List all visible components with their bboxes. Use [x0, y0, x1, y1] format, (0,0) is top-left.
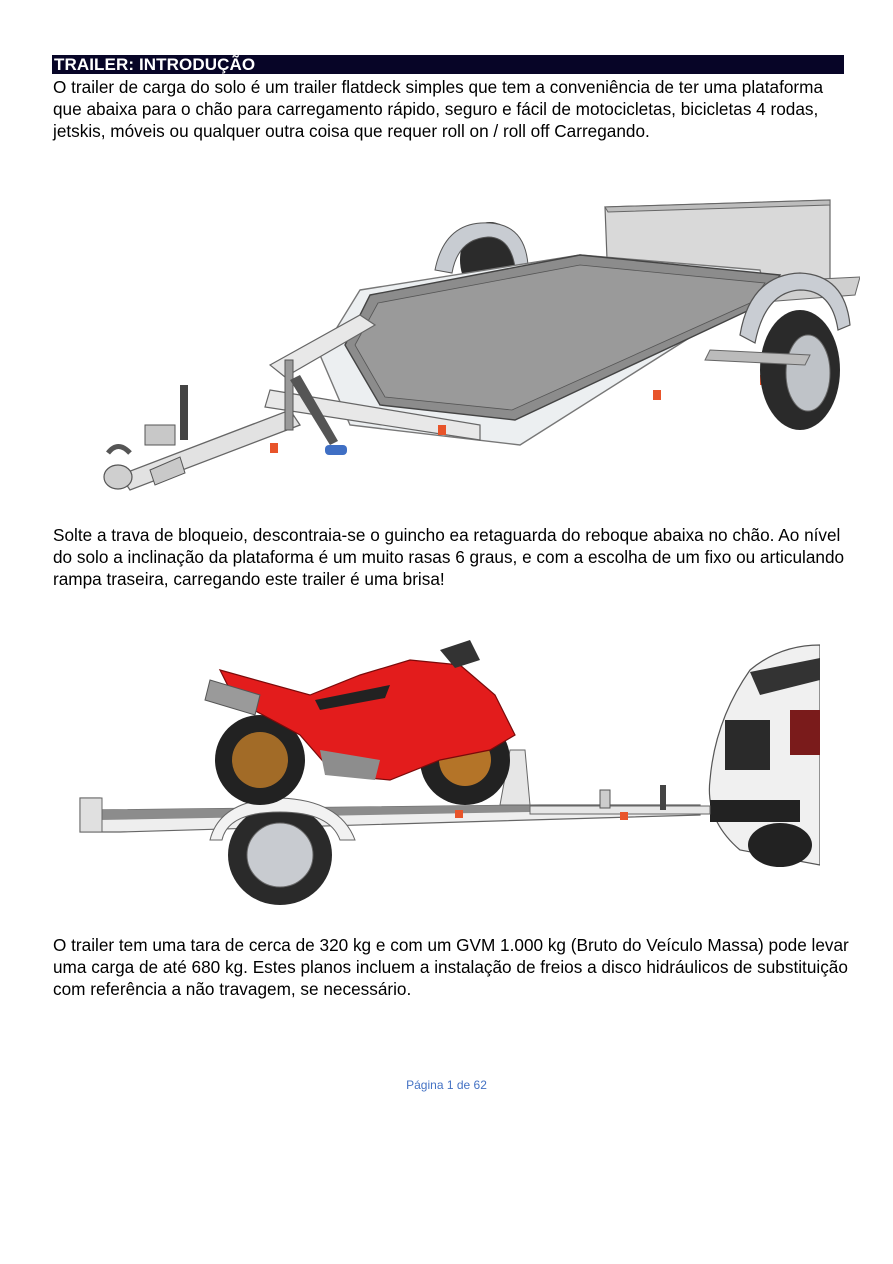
trailer-motorcycle-image: [60, 640, 820, 910]
release-paragraph: Solte a trava de bloqueio, descontraia-se o guincho ea retaguarda do reboque abaixa no chão. Ao nível do solo a inclinação da plataforma é um muito rasas 6 graus, e com a escolha de um fixo ou articulando rampa traseira, carregando este trailer é uma brisa!: [53, 525, 845, 589]
capacity-paragraph: O trailer tem uma tara de cerca de 320 kg e com um GVM 1.000 kg (Bruto do Veículo Massa) pode levar uma carga de até 680 kg. Estes planos incluem a instalação de freios a disco hidráulicos de substituição com referência a não travagem, se necessário.: [53, 935, 849, 999]
section-heading: TRAILER: INTRODUÇÃO: [52, 55, 844, 74]
page-number: Página 1 de 62: [406, 1078, 487, 1092]
trailer-perspective-image: [60, 195, 860, 510]
intro-paragraph: O trailer de carga do solo é um trailer flatdeck simples que tem a conveniência de ter uma plataforma que abaixa para o chão para carregamento rápido, seguro e fácil de motocicletas, bicicletas 4 rodas, jetskis, móveis ou qualquer outra coisa que requer roll on / roll off Carregando.: [53, 77, 823, 141]
